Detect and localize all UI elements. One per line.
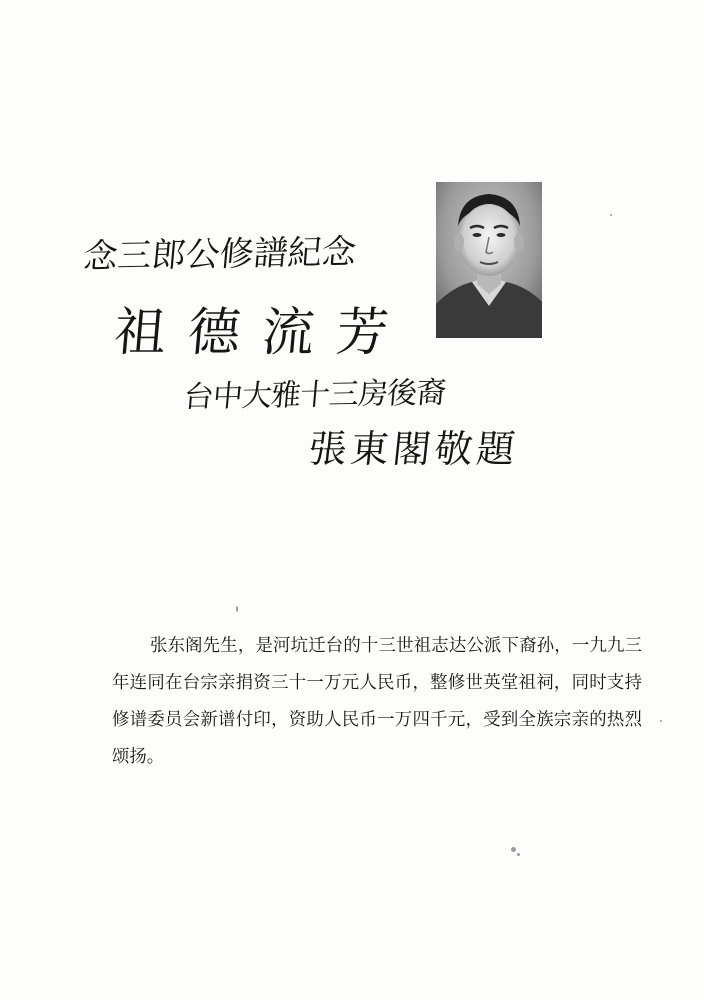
- portrait-photo: [436, 182, 542, 338]
- inscription-signature: 張東閣敬題: [306, 427, 522, 471]
- portrait-image: [436, 182, 542, 338]
- scan-speck: [610, 214, 612, 216]
- inscription-title: 念三郎公修譜紀念: [81, 232, 358, 277]
- scan-speck: [517, 853, 520, 856]
- inscription-motto: 祖德流芳: [111, 303, 413, 363]
- scan-speck: [660, 720, 662, 722]
- scan-speck: [511, 847, 516, 852]
- inscription-lineage: 台中大雅十三房後裔: [182, 375, 447, 415]
- biography-paragraph: 张东阁先生，是河坑迁台的十三世祖志达公派下裔孙，一九九三年连同在台宗亲捐资三十一万元人民币，整修世英堂祖祠，同时支持修谱委员会新谱付印，资助人民币一万四千元，受到全族宗亲的热烈颂扬。: [112, 636, 642, 767]
- scan-speck: [236, 606, 238, 612]
